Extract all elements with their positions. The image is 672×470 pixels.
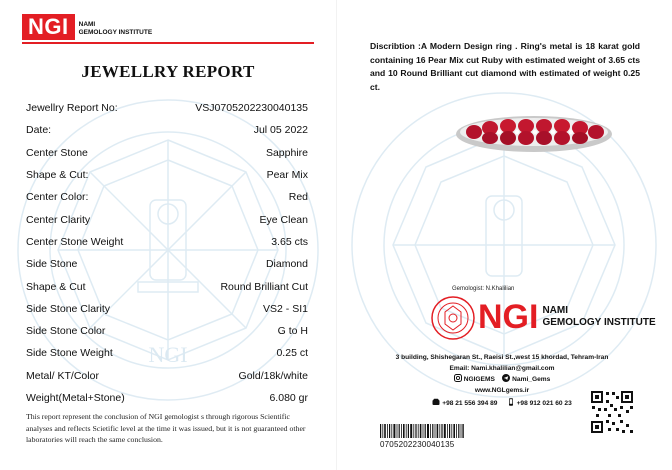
field-value: G to H — [277, 325, 308, 338]
logo-institute-name-large — [542, 305, 655, 329]
social-line — [368, 374, 636, 386]
field-label: Side Stone Clarity — [26, 302, 111, 315]
field-value: 0.25 ct — [276, 347, 308, 360]
field-row-side-stone-clarity — [26, 298, 308, 320]
field-value: Red — [288, 191, 308, 204]
field-row-shape-cut — [26, 164, 308, 186]
field-label: Shape & Cut: — [26, 169, 89, 182]
logo-ngi-mark-large: NGI — [478, 298, 539, 336]
field-value: 3.65 cts — [271, 235, 308, 248]
gemologist-name: Gemologist: N.Khalilian — [452, 286, 515, 292]
ring-photo — [454, 108, 614, 156]
field-value: Eye Clean — [259, 213, 308, 226]
logo-name-line1: NAMI — [78, 21, 96, 28]
barcode-number: 0705202230040135 — [380, 440, 455, 449]
brand-logo — [22, 14, 152, 40]
field-label: Center Color: — [26, 191, 89, 204]
field-label: Metal/ KT/Color — [26, 369, 99, 382]
phone-number: +98 21 556 394 89 — [442, 400, 498, 407]
field-label: Center Stone Weight — [26, 235, 124, 248]
logo-institute-name — [79, 21, 153, 37]
logo-name-line2: GEMOLOGY INSTITUTE — [78, 29, 153, 36]
field-row-center-stone — [26, 142, 308, 164]
email-line: Email: Nami.khalilian@gmail.com — [449, 364, 555, 372]
ring-description: Discribtion :A Modern Design ring . Ring's metal is 18 karat gold containing 16 Pear Mix cut Ruby with estimated weight of 3.65 cts and 10 Round Brilliant cut diamond with estimated of weight 0.25 ct. — [370, 41, 640, 92]
field-row-center-stone-weight — [26, 231, 308, 253]
header-divider — [22, 42, 314, 44]
field-row-side-stone — [26, 253, 308, 275]
telegram-handle: Nami_Gems — [512, 376, 551, 383]
field-value: Round Brilliant Cut — [220, 280, 308, 293]
field-label: Weight(Metal+Stone) — [26, 392, 125, 404]
qr-code — [590, 390, 634, 434]
watermark-text: NGI — [148, 342, 188, 367]
report-title: JEWELLRY REPORT — [81, 62, 255, 81]
logo-ngi-mark: NGI — [22, 14, 75, 40]
field-row-center-color — [26, 186, 308, 208]
telegram-icon — [502, 374, 510, 382]
field-value: Pear Mix — [266, 169, 308, 182]
phone-icon — [432, 398, 440, 406]
logo-name-line2: GEMOLOGY INSTITUTE — [542, 317, 656, 328]
field-row-side-shape-cut — [26, 275, 308, 297]
address-line: 3 building, Shishegaran St., Raeisi St.,west 15 khordad, Tehram-Iran — [395, 354, 609, 361]
field-row-metal — [26, 365, 308, 387]
field-value: 6.080 gr — [269, 392, 308, 404]
page-fold — [336, 0, 337, 470]
field-value: Jul 05 2022 — [253, 124, 308, 137]
logo-name-line1: NAMI — [542, 305, 569, 316]
brand-logo-large — [478, 298, 656, 336]
field-label: Center Clarity — [26, 213, 91, 226]
website-line: www.NGLgems.ir — [474, 386, 530, 394]
field-row-date — [26, 119, 308, 141]
instagram-icon — [454, 374, 462, 382]
field-label: Side Stone — [26, 258, 78, 271]
field-value: Diamond — [265, 258, 308, 271]
field-label: Side Stone Weight — [26, 347, 113, 360]
field-row-report-no — [26, 97, 308, 119]
field-value: Gold/18k/white — [238, 369, 308, 382]
field-value: Sapphire — [265, 146, 308, 159]
field-row-total-weight — [26, 387, 308, 409]
field-label: Date: — [26, 124, 52, 137]
report-field-list — [26, 97, 308, 409]
barcode — [380, 424, 464, 438]
field-row-side-stone-weight — [26, 342, 308, 364]
mobile-icon — [507, 398, 515, 406]
field-label: Jewellry Report No: — [26, 102, 118, 115]
field-label: Side Stone Color — [26, 325, 106, 338]
mobile-number: +98 912 021 60 23 — [516, 400, 572, 407]
field-value: VS2 - SI1 — [263, 302, 308, 315]
field-label: Center Stone — [26, 146, 88, 159]
field-value: VSJ0705202230040135 — [195, 102, 308, 115]
disclaimer-text: This report represent the conclusion of NGI gemologist s through rigorous Scientific analyses and reflects Scietific level at the time it was issued, but it is not guaranteed other laboratories will reach the same conclusion. — [26, 412, 306, 444]
field-label: Shape & Cut — [26, 280, 86, 293]
field-row-side-stone-color — [26, 320, 308, 342]
gemologist-seal — [430, 295, 476, 341]
field-row-center-clarity — [26, 208, 308, 230]
instagram-handle: NGIGEMS — [463, 376, 495, 383]
